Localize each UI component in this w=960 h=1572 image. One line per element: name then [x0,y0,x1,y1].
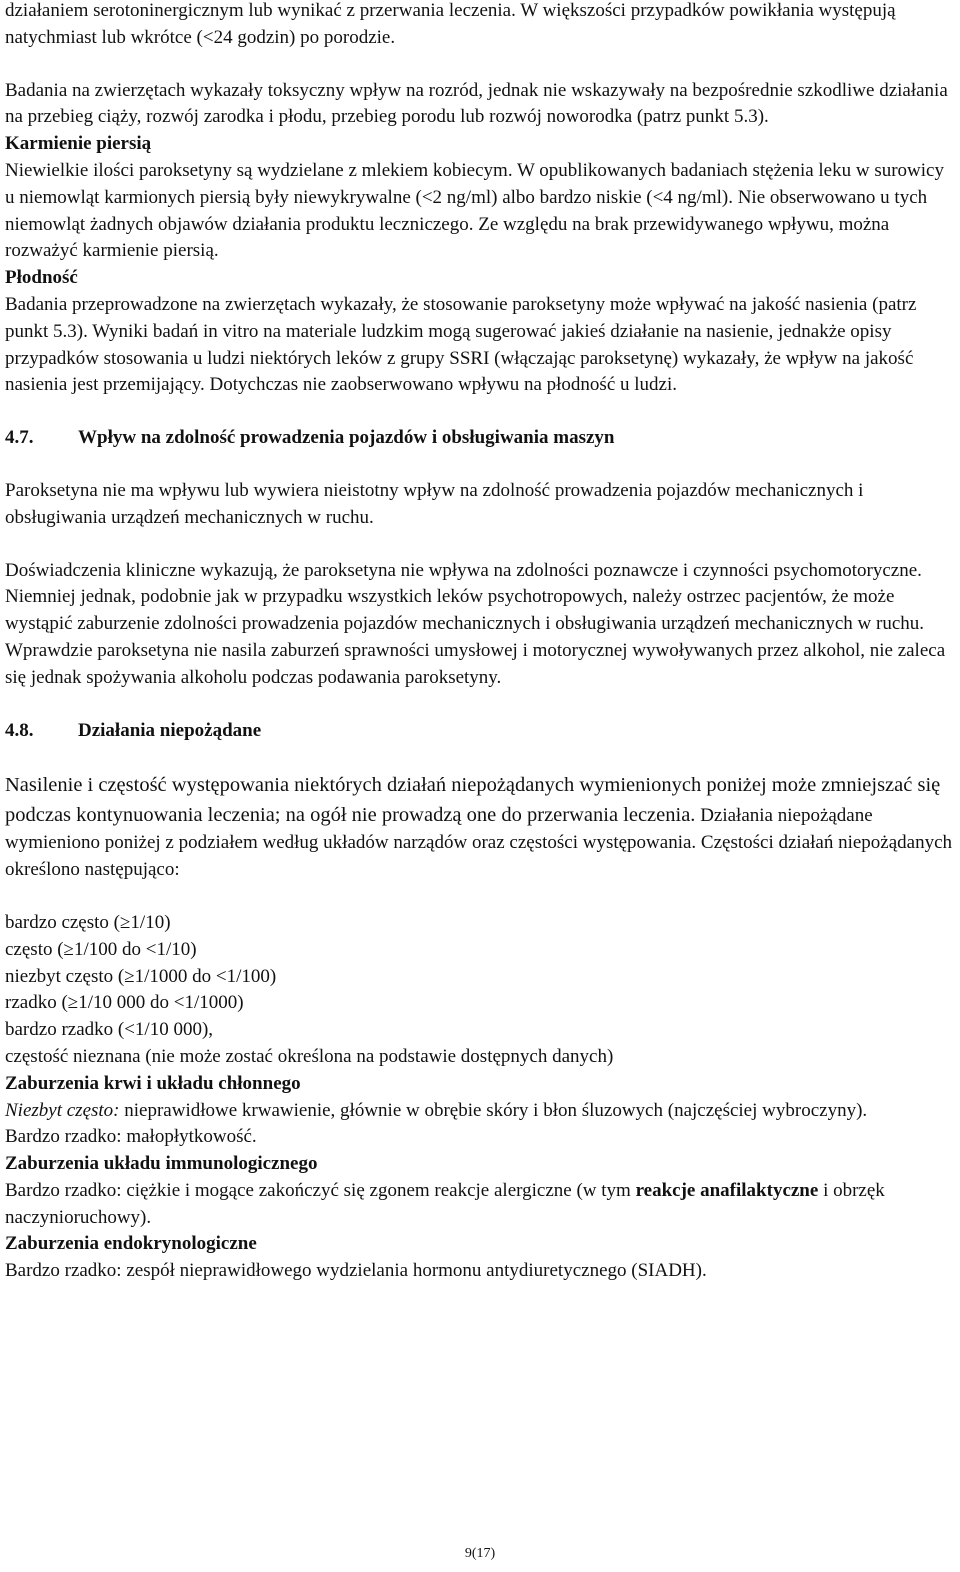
paragraph-badania-zwierzeta: Badania na zwierzętach wykazały toksyczny wpływ na rozród, jednak nie wskazywały na bezpośrednie szkodliwe działania na przebieg ciąży, rozwój zarodka i płodu, przebieg porodu lub rozwój noworodka (patrz punkt 5.3). [5,79,948,128]
immuno-text-post: i obrzęk naczynioruchowy). [5,1179,885,1228]
intro-rest-text: Działania niepożądane wymieniono poniżej z podziałem według układów narządów oraz częstości występowania. Częstości działań niepożądanych określono następująco: [5,805,953,881]
section-number: 4.8. [5,719,34,741]
heading-endo: Zaburzenia endokrynologiczne [5,1233,257,1255]
section-heading-4-8 [5,718,957,745]
section-heading-4-7 [5,425,957,452]
paragraph-karmienie: Niewielkie ilości paroksetyny są wydzielane z mlekiem kobiecym. W opublikowanych badaniach stężenia leku w surowicy u niemowląt karmionych piersią były niewykrywalne (<2 ng/ml) albo bardzo niskie (<4 ng/ml). Nie obserwowano u tych niemowląt żadnych objawów działania produktu leczniczego. Ze względu na brak przewidywanego wpływu, można rozważyć karmienie piersią. [5,159,944,262]
section-title: Wpływ na zdolność prowadzenia pojazdów i obsługiwania maszyn [78,427,615,449]
immuno-text-bold: reakcje anafilaktyczne [635,1179,819,1201]
paragraph-powiklania: działaniem serotoninergicznym lub wynikać z przerwania leczenia. W większości przypadków powikłania występują natychmiast lub wkrótce (<24 godzin) po porodzie. [5,0,896,48]
frequency-item: często (≥1/100 do <1/10) [5,938,197,960]
paragraph-immuno [5,1178,957,1232]
heading-immuno: Zaburzenia układu immunologicznego [5,1153,318,1175]
paragraph-4-7-3: Wprawdzie paroksetyna nie nasila zaburzeń sprawności umysłowej i motorycznej wywoływanych przez alkohol, nie zaleca się jednak spożywania alkoholu podczas podawania paroksetyny. [5,639,946,688]
paragraph-krew-2: Bardzo rzadko: małopłytkowość. [5,1126,257,1148]
section-immuno [5,1151,957,1231]
frequency-item: bardzo rzadko (<1/10 000), [5,1019,214,1041]
frequency-item: niezbyt często (≥1/1000 do <1/100) [5,965,277,987]
frequency-item: rzadko (≥1/10 000 do <1/1000) [5,992,244,1014]
section-title: Działania niepożądane [78,719,262,741]
heading-krew: Zaburzenia krwi i układu chłonnego [5,1072,301,1094]
krew-text: nieprawidłowe krwawienie, głównie w obrębie skóry i błon śluzowych (najczęściej wybroczyny). [119,1099,868,1121]
paragraph-4-8-intro [5,770,957,884]
paragraph-plodnosc: Badania przeprowadzone na zwierzętach wykazały, że stosowanie paroksetyny może wpływać na jakość nasienia (patrz punkt 5.3). Wyniki badań in vitro na materiale ludzkim mogą sugerować jakieś działanie na nasienie, jednakże opisy przypadków stosowania u ludzi niektórych leków z grupy SSRI (włączając paroksetynę) wykazały, że wpływ na jakość nasienia jest przemijający. Dotychczas nie zaobserwowano wpływu na płodność u ludzi. [5,293,917,396]
frequency-item: częstość nieznana (nie może zostać określona na podstawie dostępnych danych) [5,1045,614,1067]
frequency-list [5,910,957,1071]
immuno-text-pre: Bardzo rzadko: ciężkie i mogące zakończyć się zgonem reakcje alergiczne (w tym [5,1179,636,1201]
paragraph-krew-1 [5,1098,957,1125]
frequency-item: bardzo często (≥1/10) [5,911,171,933]
heading-plodnosc: Płodność [5,267,78,289]
section-plodnosc [5,265,957,399]
document-page [5,0,957,1285]
intro-large-text: Nasilenie i częstość występowania niektórych działań niepożądanych wymienionych poniżej może zmniejszać się podczas kontynuowania leczenia; na ogół nie prowadzą one do przerwania leczenia. [5,774,941,827]
paragraph-4-7-2: Doświadczenia kliniczne wykazują, że paroksetyna nie wpływa na zdolności poznawcze i czynności psychomotoryczne. Niemniej jednak, podobnie jak w przypadku wszystkich leków psychotropowych, należy ostrzec pacjentów, że może wystąpić zaburzenie zdolności prowadzenia pojazdów mechanicznych i obsługiwania urządzeń mechanicznych w ruchu. [5,559,925,635]
paragraph-endo: Bardzo rzadko: zespół nieprawidłowego wydzielania hormonu antydiuretycznego (SIADH). [5,1260,707,1282]
section-karmienie [5,131,957,265]
page-number: 9(17) [464,1546,496,1561]
heading-karmienie: Karmienie piersią [5,133,152,155]
frequency-label-italic: Niezbyt często: [5,1099,120,1121]
paragraph-4-7-1: Paroksetyna nie ma wpływu lub wywiera nieistotny wpływ na zdolność prowadzenia pojazdów mechanicznych i obsługiwania urządzeń mechanicznych w ruchu. [5,479,864,528]
section-krew [5,1071,957,1151]
section-number: 4.7. [5,427,34,449]
section-endo [5,1231,957,1285]
